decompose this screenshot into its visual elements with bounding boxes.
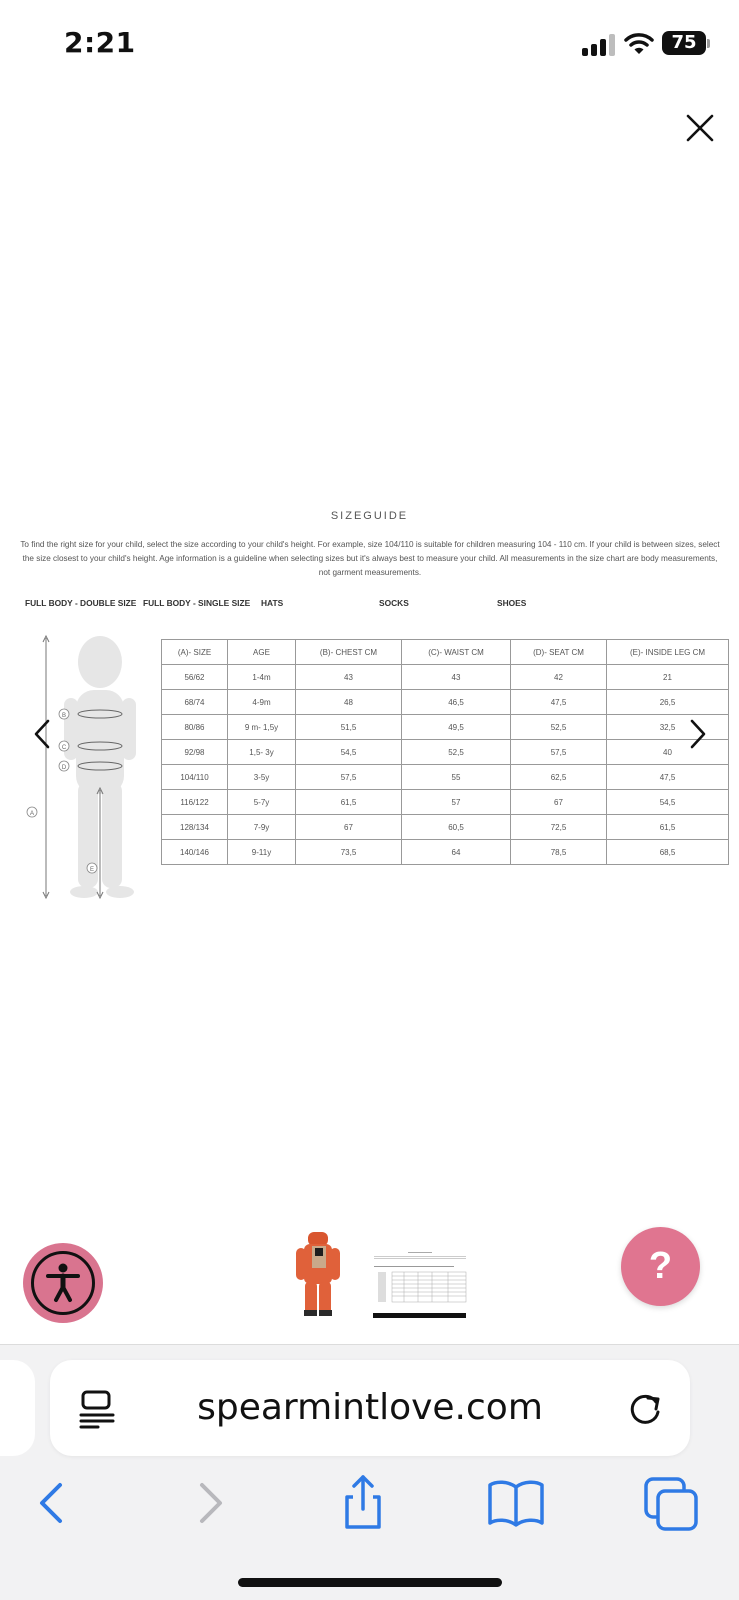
- help-button[interactable]: ?: [621, 1227, 700, 1306]
- url-text[interactable]: spearmintlove.com: [197, 1387, 543, 1428]
- table-cell: 61,5: [296, 790, 402, 815]
- share-icon[interactable]: [333, 1473, 393, 1533]
- tab-hats: HATS: [261, 598, 284, 608]
- table-row: [162, 715, 729, 740]
- table-cell: 48: [296, 690, 402, 715]
- table-cell: 52,5: [511, 715, 607, 740]
- back-icon[interactable]: [22, 1473, 82, 1533]
- header-waist: (C)- WAIST CM: [402, 640, 511, 665]
- status-time: 2:21: [64, 26, 136, 59]
- battery-tip: [707, 39, 710, 48]
- wifi-icon: [624, 30, 654, 56]
- table-cell: 5-7y: [228, 790, 296, 815]
- table-cell: 68/74: [162, 690, 228, 715]
- table-cell: 56/62: [162, 665, 228, 690]
- figure-label-d: D: [61, 765, 67, 771]
- table-cell: 1-4m: [228, 665, 296, 690]
- accessibility-ring: [31, 1251, 95, 1315]
- size-guide-tabs: [0, 598, 739, 612]
- table-cell: 92/98: [162, 740, 228, 765]
- table-cell: 67: [296, 815, 402, 840]
- table-cell: 54,5: [607, 790, 729, 815]
- table-cell: 46,5: [402, 690, 511, 715]
- book-icon[interactable]: [486, 1473, 546, 1533]
- previous-tab-preview[interactable]: [0, 1360, 35, 1456]
- header-seat: (D)- SEAT CM: [511, 640, 607, 665]
- battery-indicator: 75: [662, 31, 706, 55]
- accessibility-icon: [34, 1254, 92, 1312]
- table-cell: 61,5: [607, 815, 729, 840]
- tabs-icon[interactable]: [642, 1473, 702, 1533]
- figure-label-e: E: [89, 867, 95, 873]
- header-age: AGE: [228, 640, 296, 665]
- browser-nav-bar: [0, 1473, 739, 1543]
- tab-full-body-double-size: FULL BODY - DOUBLE SIZE: [25, 598, 137, 608]
- chevron-right-icon[interactable]: [686, 718, 710, 750]
- thumbnail-size-guide[interactable]: [372, 1250, 468, 1306]
- figure-label-b: B: [61, 713, 67, 719]
- reader-icon[interactable]: [78, 1388, 118, 1430]
- thumbnail-snowsuit[interactable]: [288, 1228, 348, 1320]
- browser-toolbar: [0, 1344, 739, 1600]
- thumbnail-active-indicator: [373, 1313, 466, 1318]
- reload-icon[interactable]: [626, 1390, 664, 1428]
- table-header-row: [162, 640, 729, 665]
- table-row: [162, 690, 729, 715]
- table-cell: 104/110: [162, 765, 228, 790]
- table-cell: 47,5: [511, 690, 607, 715]
- size-table: [161, 639, 729, 865]
- header-inside-leg: (E)- INSIDE LEG CM: [607, 640, 729, 665]
- figure-label-a: A: [29, 811, 35, 817]
- table-cell: 43: [402, 665, 511, 690]
- size-guide-title: SIZEGUIDE: [330, 510, 409, 522]
- tab-full-body-single-size: FULL BODY - SINGLE SIZE: [143, 598, 251, 608]
- size-guide-description: To find the right size for your child, select the size according to your child's height. For example, size 104/110 is suitable for children measuring 104 - 110 cm. If your child is between sizes, select the size closest to your child's height. Age information is a guideline when selecting sizes but it's always best to measure your child. All measurements in the size chart are body measurements, not garment measurements.: [20, 540, 720, 577]
- table-cell: 67: [511, 790, 607, 815]
- table-row: [162, 665, 729, 690]
- child-measurement-figure: [20, 632, 150, 902]
- tab-shoes: SHOES: [497, 598, 527, 608]
- cellular-signal-icon: [582, 34, 616, 56]
- home-indicator: [238, 1578, 502, 1587]
- table-cell: 9 m- 1,5y: [228, 715, 296, 740]
- table-cell: 72,5: [511, 815, 607, 840]
- table-row: [162, 765, 729, 790]
- figure-label-c: C: [61, 745, 67, 751]
- table-cell: 49,5: [402, 715, 511, 740]
- table-row: [162, 790, 729, 815]
- table-cell: 57,5: [511, 740, 607, 765]
- table-cell: 140/146: [162, 840, 228, 865]
- table-cell: 47,5: [607, 765, 729, 790]
- table-cell: 3-5y: [228, 765, 296, 790]
- table-cell: 40: [607, 740, 729, 765]
- table-cell: 52,5: [402, 740, 511, 765]
- table-cell: 57,5: [296, 765, 402, 790]
- table-row: [162, 840, 729, 865]
- table-cell: 32,5: [607, 715, 729, 740]
- table-cell: 80/86: [162, 715, 228, 740]
- tab-socks: SOCKS: [379, 598, 409, 608]
- table-cell: 4-9m: [228, 690, 296, 715]
- chevron-left-icon[interactable]: [30, 718, 54, 750]
- table-cell: 73,5: [296, 840, 402, 865]
- table-cell: 1,5- 3y: [228, 740, 296, 765]
- table-cell: 57: [402, 790, 511, 815]
- table-cell: 9-11y: [228, 840, 296, 865]
- table-cell: 51,5: [296, 715, 402, 740]
- table-cell: 42: [511, 665, 607, 690]
- table-cell: 62,5: [511, 765, 607, 790]
- header-chest: (B)- CHEST CM: [296, 640, 402, 665]
- header-size: (A)- SIZE: [162, 640, 228, 665]
- table-row: [162, 740, 729, 765]
- forward-icon[interactable]: [180, 1473, 240, 1533]
- table-cell: 54,5: [296, 740, 402, 765]
- status-bar: [0, 0, 739, 90]
- table-cell: 43: [296, 665, 402, 690]
- table-cell: 78,5: [511, 840, 607, 865]
- table-cell: 55: [402, 765, 511, 790]
- close-icon[interactable]: [680, 108, 720, 148]
- table-cell: 116/122: [162, 790, 228, 815]
- address-bar[interactable]: [50, 1360, 690, 1456]
- table-cell: 60,5: [402, 815, 511, 840]
- table-cell: 26,5: [607, 690, 729, 715]
- table-cell: 7-9y: [228, 815, 296, 840]
- table-cell: 128/134: [162, 815, 228, 840]
- table-cell: 68,5: [607, 840, 729, 865]
- table-cell: 21: [607, 665, 729, 690]
- table-row: [162, 815, 729, 840]
- table-cell: 64: [402, 840, 511, 865]
- accessibility-button[interactable]: [23, 1243, 103, 1323]
